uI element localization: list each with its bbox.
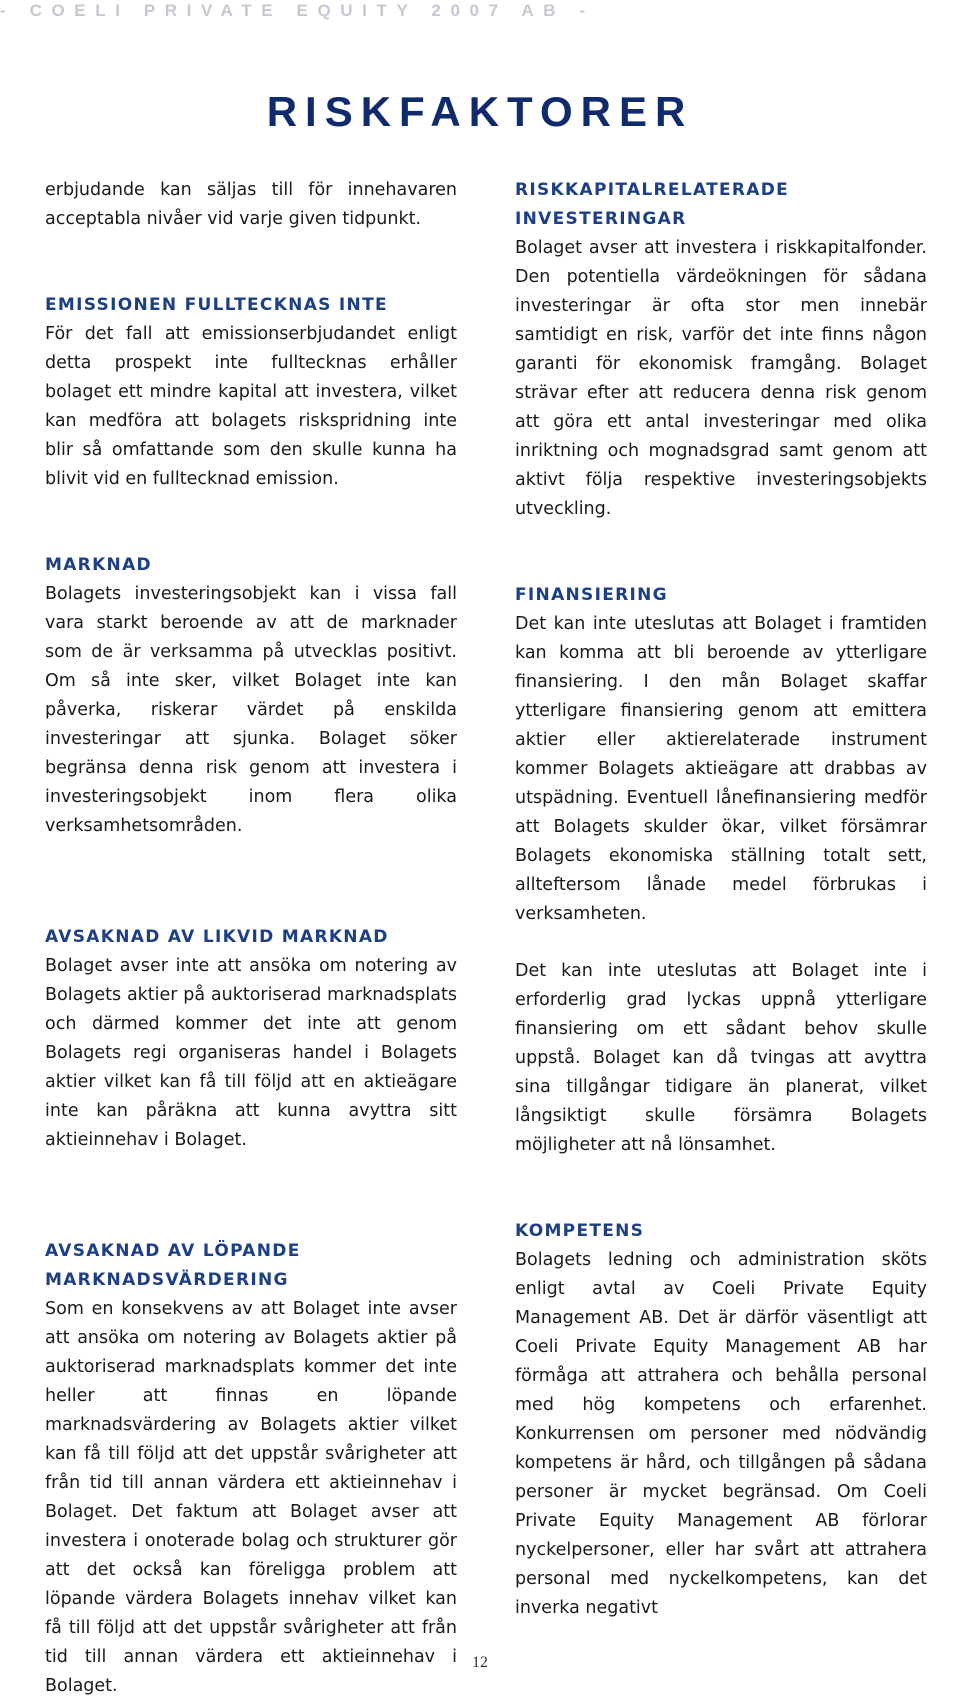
intro-continuation-paragraph: erbjudande kan säljas till för innehavaren acceptabla nivåer vid varje given tidpunkt. xyxy=(45,180,457,229)
section-riskkapital xyxy=(515,176,927,524)
section-kompetens xyxy=(515,1217,927,1623)
section-heading: FINANSIERING xyxy=(515,585,668,605)
section-heading: MARKNAD xyxy=(45,555,152,575)
section-paragraph: Bolaget avser att investera i riskkapitalfonder. Den potentiella värdeökningen för sådana investeringar är ofta stor men innebär samtidigt en risk, varför det inte finns någon garanti för ekonomisk framgång. Bolaget strävar efter att reducera denna risk genom att göra ett antal investeringar med olika inriktning och mognadsgrad samt genom att aktivt följa respektive investeringsobjekts utveckling. xyxy=(515,238,927,519)
page-title: RISKFAKTORER xyxy=(266,88,694,136)
section-paragraph: Som en konsekvens av att Bolaget inte avser att ansöka om notering av Bolagets aktier på auktoriserad marknadsplats kommer det inte heller att finnas en löpande marknadsvärdering av Bolagets aktier vilket kan få till följd att det uppstår svårigheter att från tid till annan värdera ett aktieinnehav i Bolaget. Det faktum att Bolaget avser att investera i onoterade bolag och strukturer gör att det också kan föreligga problem att löpande värdera Bolagets innehav vilket kan få till följd att det uppstår svårigheter att från tid till annan värdera ett aktieinnehav i Bolaget. xyxy=(45,1299,457,1696)
left-column xyxy=(45,176,457,1701)
section-emissionen xyxy=(45,291,457,494)
section-heading: AVSAKNAD AV LÖPANDE MARKNADSVÄRDERING xyxy=(45,1241,301,1290)
section-paragraph-2: Det kan inte uteslutas att Bolaget inte i erforderlig grad lyckas uppnå ytterligare finansiering om ett sådant behov skulle uppstå. Bolaget kan då tvingas att avyttra sina tillgångar tidigare än planerat, vilket långsiktigt skulle försämra Bolagets möjligheter att nå lönsamhet. xyxy=(515,961,927,1155)
section-paragraph: Det kan inte uteslutas att Bolaget i framtiden kan komma att bli beroende av ytterligare finansiering. I den mån Bolaget skaffar ytterligare finansiering genom att emittera aktier eller aktierelaterade instrument kommer Bolagets aktieägare att drabbas av utspädning. Eventuell lånefinansiering medför att Bolagets skulder ökar, vilket försämrar Bolagets ekonomiska ställning totalt sett, allteftersom lånade medel förbrukas i verksamheten. xyxy=(515,614,927,924)
section-heading: EMISSIONEN FULLTECKNAS INTE xyxy=(45,295,388,315)
page-number: 12 xyxy=(472,1654,488,1671)
section-paragraph: För det fall att emissionserbjudandet enligt detta prospekt inte fulltecknas erhåller bolaget ett mindre kapital att investera, vilket kan medföra att bolagets riskspridning inte blir så omfattande som den skulle kunna ha blivit vid en fulltecknad emission. xyxy=(45,324,457,489)
section-paragraph: Bolaget avser inte att ansöka om notering av Bolagets aktier på auktoriserad marknadsplats och därmed kommer det inte att genom Bolagets regi organiseras handel i Bolagets aktier vilket kan få till följd att en aktieägare inte kan påräkna att kunna avyttra sitt aktieinnehav i Bolaget. xyxy=(45,956,457,1150)
right-column xyxy=(515,176,927,1623)
section-finansiering xyxy=(515,581,927,1160)
section-likvid-marknad xyxy=(45,923,457,1155)
section-marknad xyxy=(45,551,457,841)
section-heading: KOMPETENS xyxy=(515,1221,645,1241)
section-heading: AVSAKNAD AV LIKVID MARKNAD xyxy=(45,927,389,947)
section-heading: RISKKAPITALRELATERADE INVESTERINGAR xyxy=(515,180,790,229)
section-paragraph: Bolagets ledning och administration sköts enligt avtal av Coeli Private Equity Management AB. Det är därför väsentligt att Coeli Private Equity Management AB har förmåga att attrahera och behålla personal med hög kompetens och erfarenhet. Konkurrensen om personer med nödvändig kompetens är hård, och tillgången på sådana personer är mycket begränsad. Om Coeli Private Equity Management AB förlorar nyckelpersoner, eller har svårt att attrahera personal med nyckelkompetens, kan det inverka negativt xyxy=(515,1250,927,1618)
section-marknadsvardering xyxy=(45,1237,457,1701)
running-header: - COELI PRIVATE EQUITY 2007 AB - xyxy=(0,1,595,20)
section-paragraph: Bolagets investeringsobjekt kan i vissa fall vara starkt beroende av att de marknader som de är verksamma på utvecklas positivt. Om så inte sker, vilket Bolaget inte kan påverka, riskerar värdet på enskilda investeringar att sjunka. Bolaget söker begränsa denna risk genom att investera i investeringsobjekt inom flera olika verksamhetsområden. xyxy=(45,584,457,836)
